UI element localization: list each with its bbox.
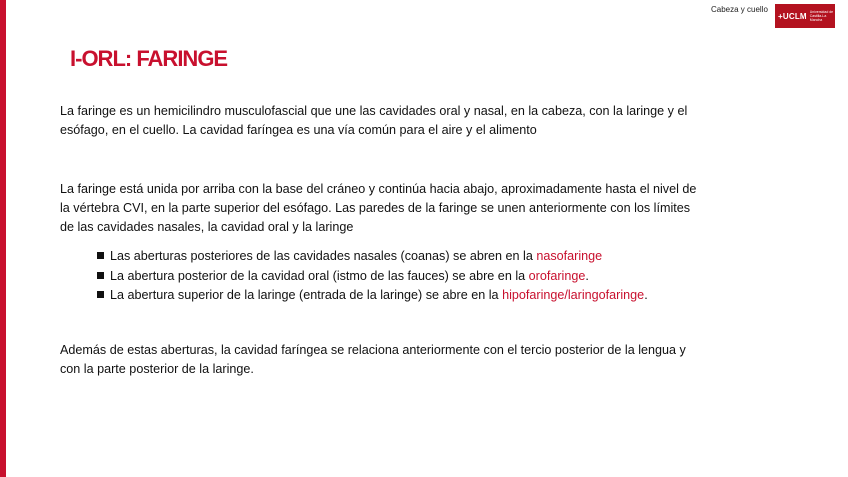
- closing-paragraph: Además de estas aberturas, la cavidad faríngea se relaciona anteriormente con el tercio posterior de la lengua y con la parte posterior de la laringe.: [60, 343, 686, 376]
- slide-title: I-ORL: FARINGE: [70, 46, 228, 71]
- list-item: [97, 247, 797, 267]
- bullet-highlight: orofaringe: [528, 268, 586, 283]
- uclm-logo: [775, 4, 835, 28]
- bullet-text: Las aberturas posteriores de las cavidades nasales (coanas) se abren en la: [110, 249, 537, 263]
- square-bullet-icon: [97, 291, 104, 298]
- logo-name: Universidad de Castilla-La Mancha: [809, 10, 834, 22]
- openings-list: [97, 247, 797, 306]
- bullet-highlight: nasofaringe: [536, 249, 603, 263]
- list-item: [97, 267, 797, 287]
- bullet-suffix: .: [644, 288, 648, 302]
- square-bullet-icon: [97, 252, 104, 259]
- bullet-suffix: .: [585, 268, 589, 283]
- section-label: Cabeza y cuello: [711, 5, 768, 14]
- bullet-text: La abertura superior de la laringe (entrada de la laringe) se abre en la: [110, 288, 503, 302]
- attachment-paragraph: La faringe está unida por arriba con la base del cráneo y continúa hacia abajo, aproximadamente hasta el nivel de la vértebra CVI, en la parte superior del esófago. Las paredes de la faringe se unen anteriormente con los límites de las cavidades nasales, la cavidad oral y la laringe: [60, 182, 697, 234]
- intro-paragraph: La faringe es un hemicilindro musculofascial que une las cavidades oral y nasal, en la cabeza, con la laringe y el esófago, en el cuello. La cavidad faríngea es una vía común para el aire y el alimento: [60, 104, 688, 137]
- bullet-highlight: hipofaringe/laringofaringe: [502, 288, 645, 302]
- left-accent-bar: [0, 0, 6, 477]
- square-bullet-icon: [97, 272, 104, 279]
- logo-mark: +UCLM: [778, 11, 807, 21]
- list-item: [97, 286, 797, 306]
- bullet-text: La abertura posterior de la cavidad oral (istmo de las fauces) se abre en la: [110, 268, 529, 283]
